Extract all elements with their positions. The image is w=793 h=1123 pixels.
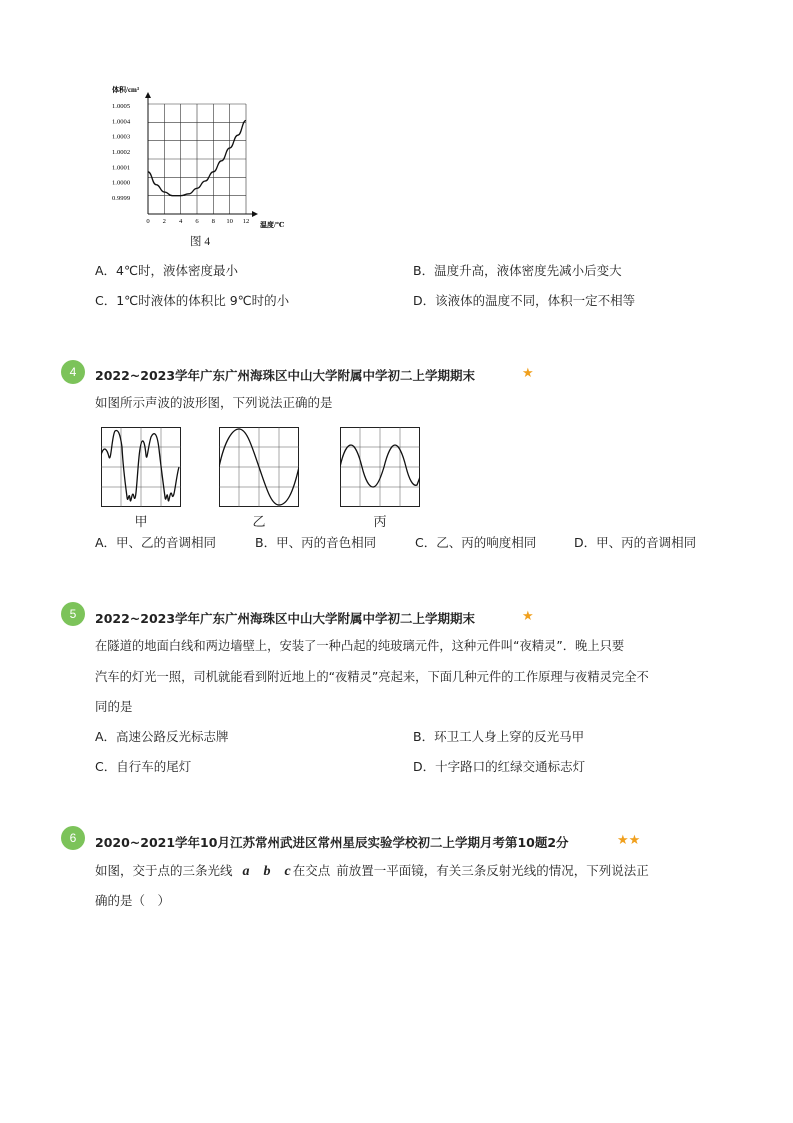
- waveform-yi: [219, 427, 299, 507]
- y-tick-label: 1.0002: [112, 149, 131, 156]
- question-stem: 如图所示声波的波形图，下列说法正确的是: [95, 395, 333, 410]
- y-tick-label: 1.0005: [112, 103, 131, 110]
- question-number-badge: 4: [61, 360, 85, 384]
- stem-text: 如图，交于: [95, 863, 158, 878]
- volume-temperature-chart: [110, 82, 300, 232]
- question-number-badge: 6: [61, 826, 85, 850]
- question-stem-line-2: 确的是（ ）: [95, 893, 171, 908]
- waveform-bing: [340, 427, 420, 507]
- waveform-label-jia: 甲: [134, 515, 148, 530]
- y-tick-labels: [112, 103, 131, 202]
- question-stem-line-3: 同的是: [95, 699, 133, 714]
- figure-caption: 图 4: [190, 236, 211, 248]
- x-tick-label: 4: [179, 218, 183, 225]
- question-stem-line-1: [95, 863, 649, 880]
- option-d[interactable]: D．该液体的温度不同，体积一定不相等: [413, 293, 636, 308]
- y-tick-label: 1.0003: [112, 133, 131, 141]
- x-tick-label: 6: [195, 218, 199, 225]
- waveform-label-yi: 乙: [252, 515, 266, 530]
- difficulty-stars: ★: [522, 609, 534, 624]
- question-number-badge: 5: [61, 602, 85, 626]
- x-tick-label: 2: [162, 218, 166, 225]
- question-stem-line-2: 汽车的灯光一照，司机就能看到附近地上的“夜精灵”亮起来，下面几种元件的工作原理与夜精灵完全不: [95, 670, 649, 684]
- option-b[interactable]: B．甲、丙的音色相同: [255, 535, 377, 550]
- x-tick-label: 8: [211, 218, 215, 225]
- question-source: 2022~2023学年广东广州海珠区中山大学附属中学初二上学期期末: [95, 611, 476, 626]
- x-tick-labels: [146, 218, 249, 225]
- difficulty-stars: ★: [522, 366, 534, 381]
- y-tick-label: 1.0004: [112, 118, 131, 126]
- stem-text: 在交点: [292, 863, 331, 878]
- x-axis-label: 温度/℃: [260, 221, 285, 229]
- option-c[interactable]: C．乙、丙的响度相同: [415, 535, 537, 550]
- y-tick-label: 1.0001: [112, 164, 131, 172]
- option-a[interactable]: A．甲、乙的音调相同: [95, 535, 217, 550]
- x-axis-arrow: [252, 211, 258, 217]
- stem-text: 点的三条光线: [157, 863, 233, 878]
- stem-text: 前放置一平面镜，有关三条反射光线的情况，下列说法正: [336, 863, 649, 878]
- option-d[interactable]: D．十字路口的红绿交通标志灯: [413, 759, 586, 774]
- x-tick-label: 10: [226, 218, 233, 225]
- ray-a-label: a: [242, 864, 250, 879]
- y-tick-label: 0.9999: [112, 195, 131, 202]
- option-a[interactable]: A．高速公路反光标志牌: [95, 729, 229, 744]
- y-axis-label: 体积/cm³: [112, 86, 139, 94]
- x-tick-label: 12: [242, 218, 250, 225]
- option-c[interactable]: C．1℃时液体的体积比 9℃时的小: [95, 293, 290, 308]
- waveform-label-bing: 丙: [373, 515, 387, 530]
- x-tick-label: 0: [146, 218, 150, 225]
- y-tick-label: 1.0000: [112, 179, 131, 187]
- option-c[interactable]: C．自行车的尾灯: [95, 759, 192, 774]
- waveform-jia: [101, 427, 181, 507]
- y-axis-arrow: [145, 92, 151, 98]
- option-b[interactable]: B．温度升高，液体密度先减小后变大: [413, 263, 622, 278]
- difficulty-stars: ★★: [617, 833, 641, 848]
- option-b[interactable]: B．环卫工人身上穿的反光马甲: [413, 729, 585, 744]
- question-source: 2020~2021学年10月江苏常州武进区常州星辰实验学校初二上学期月考第10题2分: [95, 835, 569, 850]
- ray-b-label: b: [263, 864, 271, 879]
- ray-c-label: c: [284, 864, 291, 879]
- option-a[interactable]: A．4℃时，液体密度最小: [95, 263, 239, 278]
- chart-grid: [145, 92, 258, 217]
- option-d[interactable]: D．甲、丙的音调相同: [574, 535, 697, 550]
- question-stem-line-1: 在隧道的地面白线和两边墙壁上，安装了一种凸起的纯玻璃元件，这种元件叫“夜精灵”．晚上只要: [95, 639, 625, 653]
- question-source: 2022~2023学年广东广州海珠区中山大学附属中学初二上学期期末: [95, 368, 476, 383]
